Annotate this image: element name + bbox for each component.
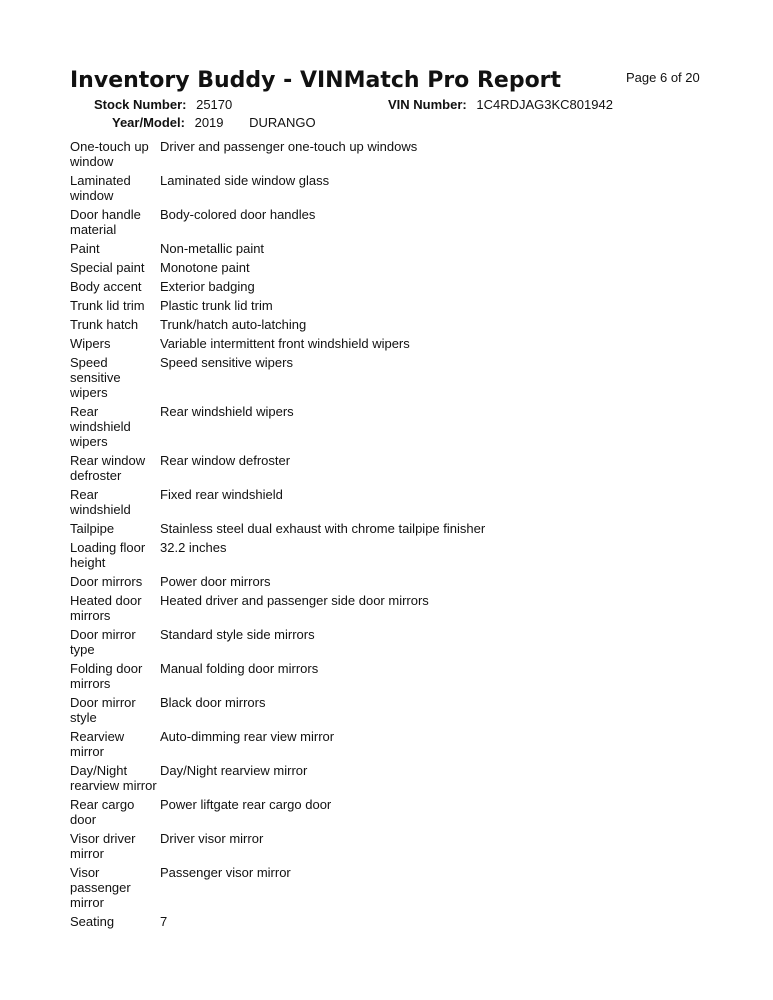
spec-value: Body-colored door handles (160, 207, 316, 222)
spec-label: Day/Night rearview mirror (70, 763, 157, 793)
spec-label: Wipers (70, 336, 111, 351)
stock-number-field (94, 97, 232, 112)
spec-label: Rearview mirror (70, 729, 125, 759)
spec-value: Speed sensitive wipers (160, 355, 293, 370)
spec-label: Laminated window (70, 173, 131, 203)
spec-value: Black door mirrors (160, 695, 266, 710)
spec-value: Driver and passenger one-touch up windows (160, 139, 418, 154)
spec-label: Speed sensitive wipers (70, 355, 121, 400)
spec-row (70, 593, 710, 623)
year-model-field (112, 115, 316, 130)
spec-row (70, 404, 710, 449)
spec-label: Paint (70, 241, 100, 256)
spec-label: Trunk hatch (70, 317, 139, 332)
spec-row (70, 661, 710, 691)
spec-value: Monotone paint (160, 260, 250, 275)
spec-value: Passenger visor mirror (160, 865, 291, 880)
spec-row (70, 627, 710, 657)
spec-row (70, 241, 710, 256)
spec-value: Laminated side window glass (160, 173, 330, 188)
spec-row (70, 279, 710, 294)
spec-row (70, 521, 710, 536)
spec-label: Folding door mirrors (70, 661, 143, 691)
spec-row (70, 260, 710, 275)
spec-row (70, 914, 710, 929)
spec-label: Loading floor height (70, 540, 146, 570)
spec-row (70, 865, 710, 910)
spec-row (70, 540, 710, 570)
spec-value: Rear windshield wipers (160, 404, 294, 419)
spec-row (70, 207, 710, 237)
spec-row (70, 729, 710, 759)
spec-value: Plastic trunk lid trim (160, 298, 273, 313)
spec-value: 7 (160, 914, 168, 929)
spec-label: Special paint (70, 260, 145, 275)
spec-value: Auto-dimming rear view mirror (160, 729, 335, 744)
spec-label: Door mirror type (70, 627, 136, 657)
stock-number-value: 25170 (196, 97, 233, 112)
vin-number-label: VIN Number: (388, 97, 467, 112)
spec-label: One-touch up window (70, 139, 149, 169)
spec-row (70, 831, 710, 861)
spec-value: Power liftgate rear cargo door (160, 797, 332, 812)
spec-value: 32.2 inches (160, 540, 227, 555)
year-model-label: Year/Model: (112, 115, 185, 130)
spec-row (70, 317, 710, 332)
spec-row (70, 298, 710, 313)
spec-value: Standard style side mirrors (160, 627, 315, 642)
spec-value: Variable intermittent front windshield wipers (160, 336, 410, 351)
spec-row (70, 355, 710, 400)
spec-row (70, 574, 710, 589)
spec-value: Stainless steel dual exhaust with chrome tailpipe finisher (160, 521, 486, 536)
spec-value: Rear window defroster (160, 453, 291, 468)
spec-row (70, 695, 710, 725)
spec-label: Visor driver mirror (70, 831, 136, 861)
spec-value: Non-metallic paint (160, 241, 265, 256)
spec-value: Exterior badging (160, 279, 255, 294)
spec-label: Door mirrors (70, 574, 143, 589)
vin-number-value: 1C4RDJAG3KC801942 (476, 97, 613, 112)
spec-value: Power door mirrors (160, 574, 271, 589)
spec-row (70, 797, 710, 827)
report-title: Inventory Buddy - VINMatch Pro Report (70, 68, 562, 93)
spec-label: Tailpipe (70, 521, 115, 536)
spec-value: Day/Night rearview mirror (160, 763, 308, 778)
spec-row (70, 336, 710, 351)
spec-label: Door mirror style (70, 695, 136, 725)
spec-label: Rear window defroster (70, 453, 146, 483)
spec-label: Door handle material (70, 207, 141, 237)
spec-label: Rear windshield wipers (70, 404, 131, 449)
page-number: Page 6 of 20 (626, 70, 700, 85)
spec-row (70, 453, 710, 483)
spec-table (70, 139, 710, 933)
year-value: 2019 (194, 115, 224, 130)
spec-value: Heated driver and passenger side door mirrors (160, 593, 429, 608)
model-value: DURANGO (249, 115, 316, 130)
spec-value: Fixed rear windshield (160, 487, 283, 502)
spec-label: Visor passenger mirror (70, 865, 131, 910)
spec-row (70, 763, 710, 793)
spec-label: Rear windshield (70, 487, 131, 517)
spec-row (70, 139, 710, 169)
spec-label: Rear cargo door (70, 797, 135, 827)
spec-value: Manual folding door mirrors (160, 661, 319, 676)
spec-label: Trunk lid trim (70, 298, 145, 313)
spec-label: Heated door mirrors (70, 593, 142, 623)
spec-value: Trunk/hatch auto-latching (160, 317, 307, 332)
spec-label: Seating (70, 914, 115, 929)
spec-row (70, 487, 710, 517)
spec-label: Body accent (70, 279, 142, 294)
spec-value: Driver visor mirror (160, 831, 264, 846)
stock-number-label: Stock Number: (94, 97, 187, 112)
spec-row (70, 173, 710, 203)
vin-number-field (388, 97, 613, 112)
